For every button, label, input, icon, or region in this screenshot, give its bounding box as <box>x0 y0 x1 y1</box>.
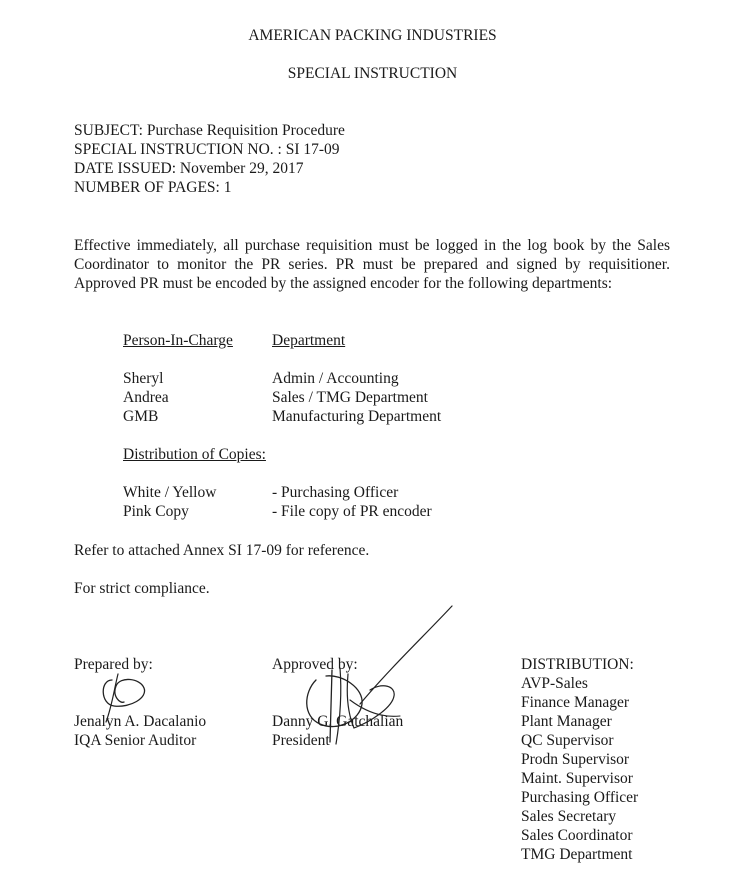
distribution-item: Maint. Supervisor <box>521 770 633 787</box>
distribution-item: Sales Secretary <box>521 808 617 825</box>
distribution-item: Purchasing Officer <box>521 789 639 806</box>
reference-note: Refer to attached Annex SI 17-09 for reference. <box>74 542 370 559</box>
company-name: AMERICAN PACKING INDUSTRIES <box>248 27 497 44</box>
distribution-item: Finance Manager <box>521 694 630 711</box>
document-type: SPECIAL INSTRUCTION <box>287 65 458 82</box>
person-cell: GMB <box>123 408 159 425</box>
copy-type-cell: Pink Copy <box>123 503 189 520</box>
prepared-by-signature-icon <box>90 668 160 724</box>
prepared-by-label: Prepared by: <box>74 656 153 673</box>
approved-by-title: President <box>272 732 330 749</box>
compliance-note: For strict compliance. <box>74 580 210 597</box>
distribution-item: AVP-Sales <box>521 675 588 692</box>
distribution-item: Sales Coordinator <box>521 827 633 844</box>
distribution-item: Prodn Supervisor <box>521 751 630 768</box>
department-cell: Manufacturing Department <box>272 408 442 425</box>
copy-recipient-cell: - Purchasing Officer <box>272 484 399 501</box>
person-in-charge-header: Person-In-Charge <box>123 332 233 349</box>
person-cell: Andrea <box>123 389 169 406</box>
prepared-by-name: Jenalyn A. Dacalanio <box>74 713 207 730</box>
approved-by-name: Danny G. Gatchalian <box>272 713 404 730</box>
approved-by-label: Approved by: <box>272 656 358 673</box>
department-cell: Sales / TMG Department <box>272 389 428 406</box>
prepared-by-title: IQA Senior Auditor <box>74 732 197 749</box>
subject-line: SUBJECT: Purchase Requisition Procedure <box>74 122 345 139</box>
distribution-item: TMG Department <box>521 846 633 863</box>
person-cell: Sheryl <box>123 370 164 387</box>
department-cell: Admin / Accounting <box>272 370 399 387</box>
date-issued: DATE ISSUED: November 29, 2017 <box>74 160 304 177</box>
approved-by-signature-icon <box>296 604 458 752</box>
copy-type-cell: White / Yellow <box>123 484 217 501</box>
instruction-number: SPECIAL INSTRUCTION NO. : SI 17-09 <box>74 141 340 158</box>
distribution-of-copies-header: Distribution of Copies: <box>123 446 266 463</box>
department-header: Department <box>272 332 346 349</box>
body-paragraph: Effective immediately, all purchase requisition must be logged in the log book by the Sales Coordinator to monitor the PR series. PR must be prepared and signed by requisitioner. Approved PR must be encoded by the assigned encoder for the following departments: <box>74 237 670 292</box>
number-of-pages: NUMBER OF PAGES: 1 <box>74 179 232 196</box>
distribution-item: QC Supervisor <box>521 732 614 749</box>
copy-recipient-cell: - File copy of PR encoder <box>272 503 432 520</box>
distribution-item: Plant Manager <box>521 713 612 730</box>
distribution-label: DISTRIBUTION: <box>521 656 634 673</box>
